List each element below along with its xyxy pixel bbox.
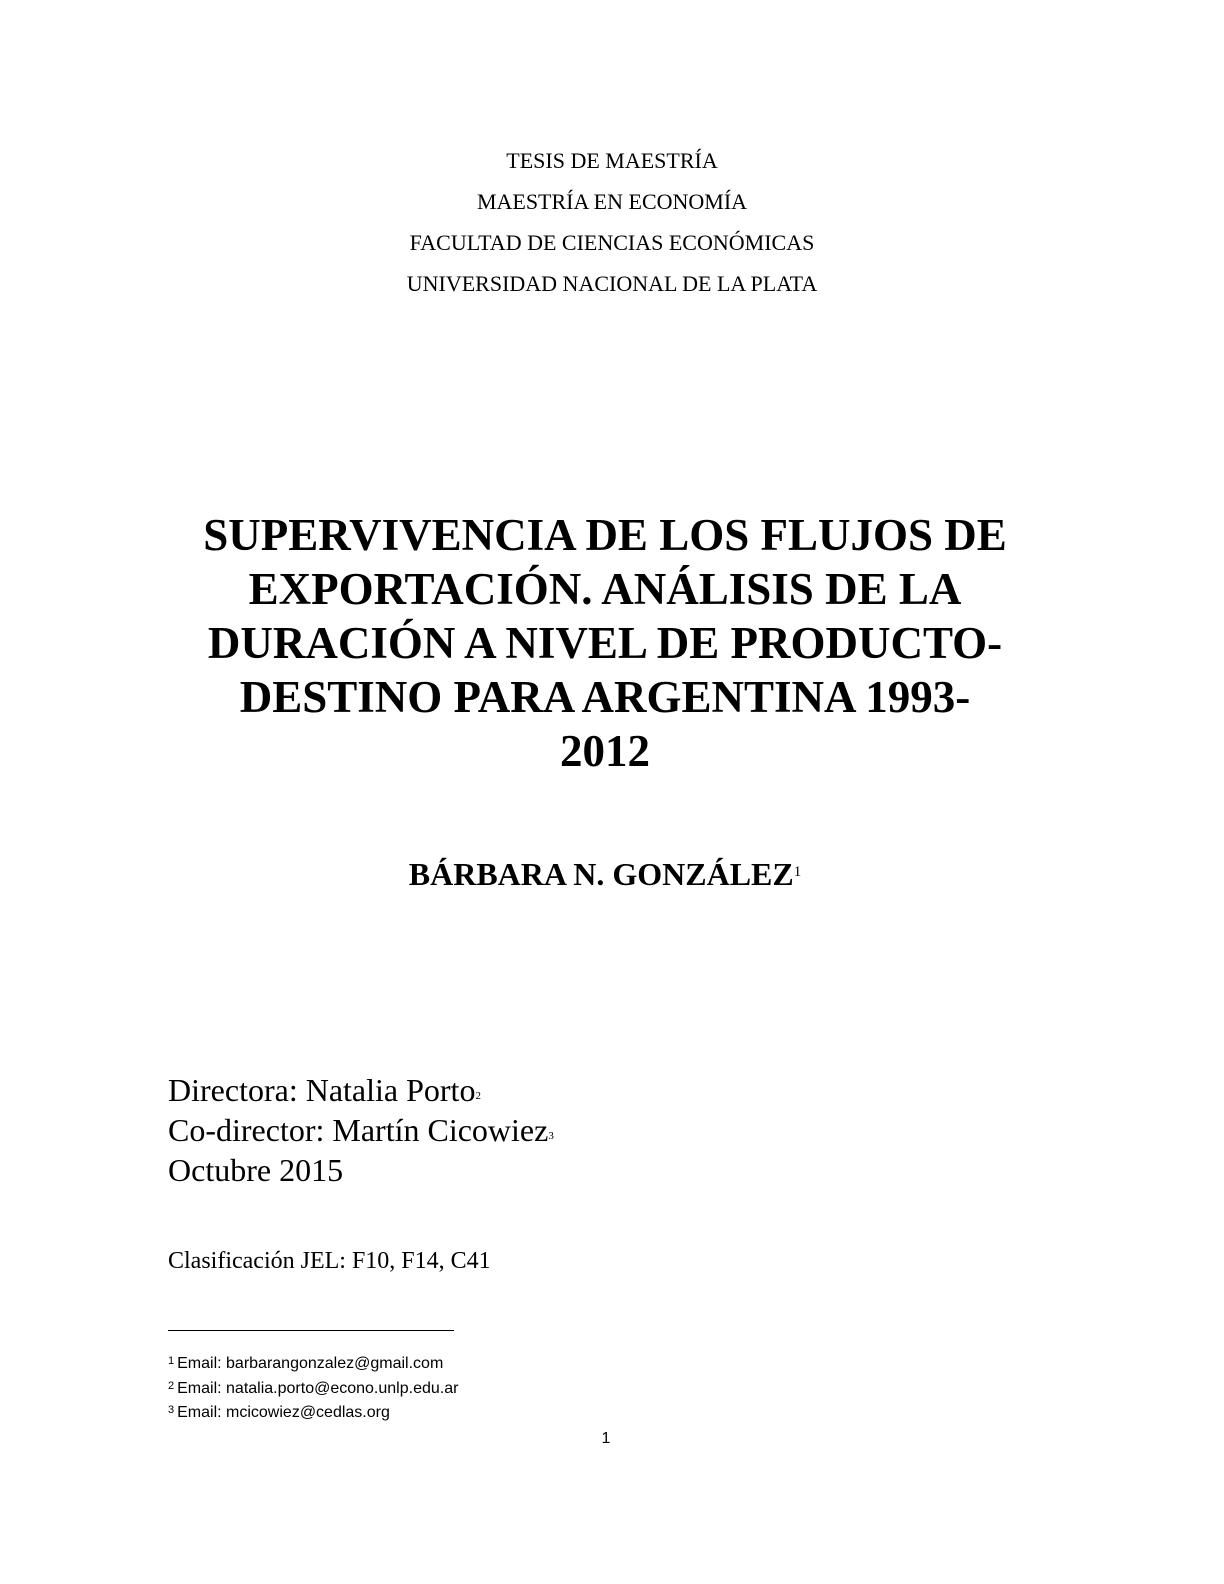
author-line: [0, 852, 1210, 896]
author-footnote-mark: 1: [793, 864, 802, 880]
faculty-name: FACULTAD DE CIENCIAS ECONÓMICAS: [409, 230, 815, 255]
title-line: DURACIÓN A NIVEL DE PRODUCTO-: [207, 618, 1003, 668]
footnote-mark: 2: [168, 1379, 175, 1392]
title-line: EXPORTACIÓN. ANÁLISIS DE LA: [248, 564, 962, 614]
author-name: BÁRBARA N. GONZÁLEZ: [408, 856, 794, 892]
institution-header: [0, 140, 1224, 304]
director-text: Directora: Natalia Porto: [168, 1072, 476, 1108]
credits-block: [168, 1070, 554, 1190]
director-line: [168, 1070, 554, 1110]
footnote-divider: [168, 1330, 454, 1331]
thesis-title: [150, 508, 1060, 778]
footnote-text: Email: natalia.porto@econo.unlp.edu.ar: [177, 1379, 459, 1397]
footnote-item: [168, 1401, 458, 1426]
degree-type: TESIS DE MAESTRÍA: [506, 148, 718, 173]
title-line: DESTINO PARA ARGENTINA 1993-: [239, 672, 971, 722]
co-director-line: [168, 1110, 554, 1150]
footnote-mark: 3: [168, 1404, 175, 1416]
jel-classification: Clasificación JEL: F10, F14, C41: [168, 1248, 491, 1274]
footnote-text: Email: mcicowiez@cedlas.org: [177, 1404, 390, 1421]
university-name: UNIVERSIDAD NACIONAL DE LA PLATA: [406, 271, 818, 296]
title-line: 2012: [560, 726, 650, 776]
footnote-item: [168, 1377, 458, 1402]
program-name: MAESTRÍA EN ECONOMÍA: [476, 189, 748, 214]
footnote-item: [168, 1352, 458, 1377]
co-director-text: Co-director: Martín Cicowiez: [168, 1112, 549, 1148]
co-director-footnote-mark: 3: [548, 1130, 554, 1142]
footnotes: [168, 1352, 458, 1426]
director-footnote-mark: 2: [475, 1090, 481, 1102]
date-line: Octubre 2015: [168, 1152, 344, 1188]
footnote-mark: 1: [168, 1355, 175, 1367]
page-number: 1: [601, 1430, 611, 1447]
title-line: SUPERVIVENCIA DE LOS FLUJOS DE: [203, 510, 1007, 560]
footnote-text: Email: barbarangonzalez@gmail.com: [177, 1355, 444, 1372]
